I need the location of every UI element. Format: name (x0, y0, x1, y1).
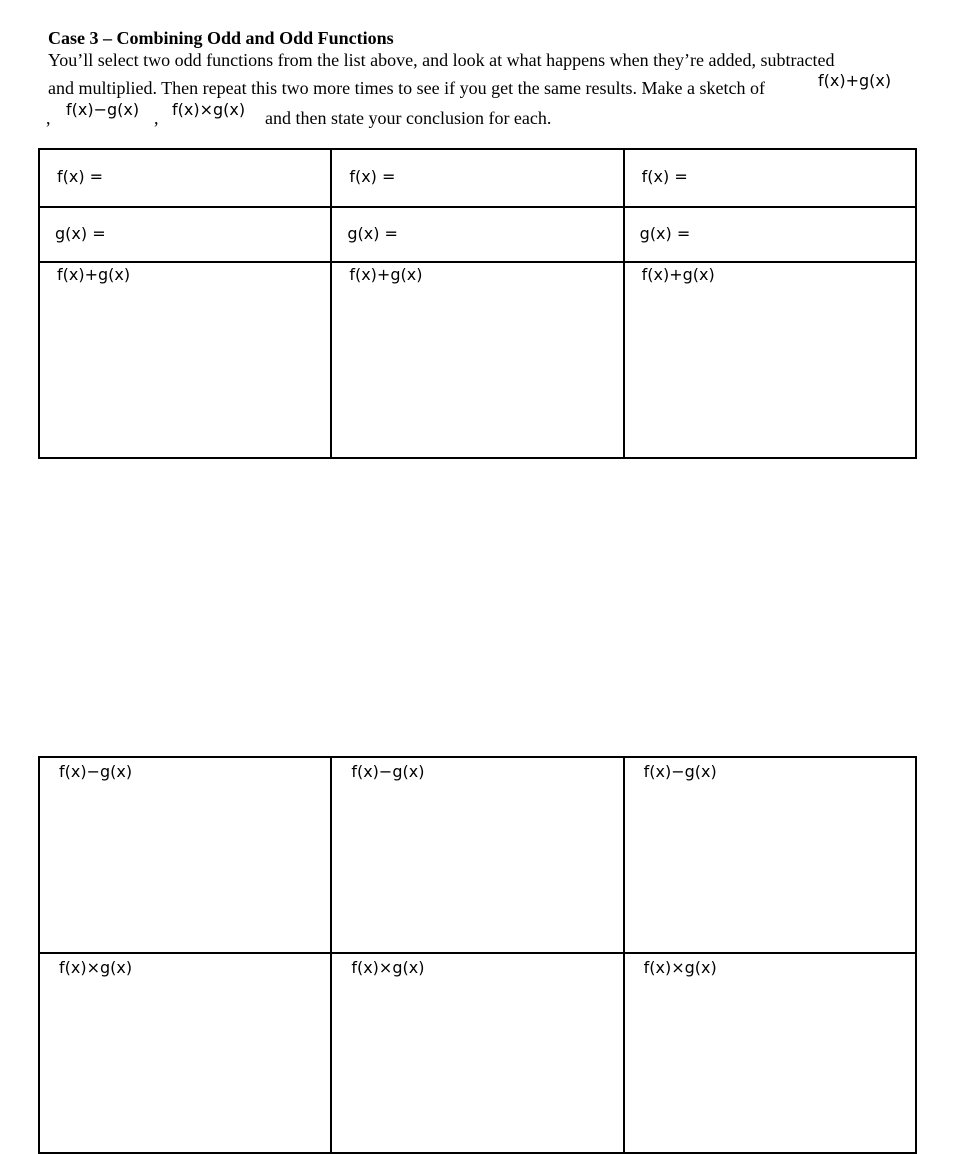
product-sketch-cell[interactable] (39, 953, 331, 1153)
case-heading: Case 3 – Combining Odd and Odd Functions (48, 28, 394, 48)
f-definition-cell[interactable] (39, 149, 331, 207)
f-label: f(x) = (349, 167, 396, 186)
difference-label: f(x)−g(x) (59, 762, 133, 781)
sum-label: f(x)+g(x) (641, 265, 715, 284)
sum-sketch-cell[interactable] (39, 262, 331, 458)
sum-sketch-cell[interactable] (331, 262, 623, 458)
f-definition-cell[interactable] (624, 149, 916, 207)
sum-label: f(x)+g(x) (349, 265, 423, 284)
f-label: f(x) = (57, 167, 104, 186)
difference-label: f(x)−g(x) (351, 762, 425, 781)
difference-expression: f(x)−g(x) (66, 100, 140, 119)
difference-sketch-cell[interactable] (624, 757, 916, 953)
difference-sketch-row (39, 757, 916, 953)
difference-sketch-cell[interactable] (39, 757, 331, 953)
product-sketch-cell[interactable] (624, 953, 916, 1153)
f-definition-cell[interactable] (331, 149, 623, 207)
sum-sketch-cell[interactable] (624, 262, 916, 458)
product-expression: f(x)×g(x) (172, 100, 246, 119)
bottom-worksheet-table (38, 756, 917, 1154)
product-label: f(x)×g(x) (351, 958, 425, 977)
product-sketch-cell[interactable] (331, 953, 623, 1153)
g-label: g(x) = (639, 224, 691, 243)
sum-expression: f(x)+g(x) (818, 71, 892, 90)
sum-label: f(x)+g(x) (57, 265, 131, 284)
product-sketch-row (39, 953, 916, 1153)
sum-sketch-row (39, 262, 916, 458)
difference-sketch-cell[interactable] (331, 757, 623, 953)
difference-label: f(x)−g(x) (643, 762, 717, 781)
g-definition-cell[interactable] (624, 207, 916, 262)
comma-separator: , (46, 108, 51, 128)
instructions-line-2: and multiplied. Then repeat this two more times to see if you get the same results. Make a sketch of (48, 78, 765, 98)
f-label: f(x) = (641, 167, 688, 186)
f-definition-row (39, 149, 916, 207)
g-label: g(x) = (55, 224, 106, 243)
g-definition-cell[interactable] (39, 207, 331, 262)
product-label: f(x)×g(x) (643, 958, 717, 977)
instructions-line-1: You’ll select two odd functions from the list above, and look at what happens when they’re added, subtracted (48, 50, 835, 70)
top-worksheet-table (38, 148, 917, 459)
comma-separator: , (154, 108, 159, 128)
product-label: f(x)×g(x) (59, 958, 133, 977)
g-label: g(x) = (347, 224, 398, 243)
g-definition-row (39, 207, 916, 262)
instructions-line-3: and then state your conclusion for each. (265, 108, 552, 128)
g-definition-cell[interactable] (331, 207, 623, 262)
